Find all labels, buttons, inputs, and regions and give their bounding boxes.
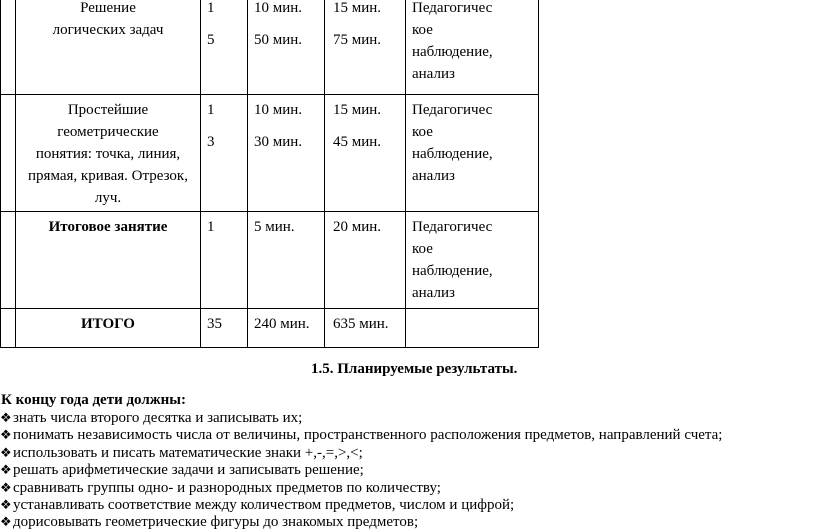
time-value: 45 мин. <box>333 134 382 150</box>
control-line: анализ <box>412 285 455 301</box>
total-time-a: 240 мин. <box>248 309 325 348</box>
control-line: наблюдение, <box>412 146 493 162</box>
hours-cell: 1 <box>201 212 248 309</box>
section-title: 1.5. Планируемые результаты. <box>311 361 518 377</box>
section-intro: К концу года дети должны: <box>1 392 186 408</box>
diamond-bullet-icon: ❖ <box>0 411 12 426</box>
hours-value: 1 <box>207 0 215 16</box>
topic-line: понятия: точка, линия, <box>35 146 181 162</box>
time-b-cell <box>325 95 406 212</box>
diamond-bullet-icon: ❖ <box>0 480 12 496</box>
control-line: анализ <box>412 168 455 184</box>
list-item-text: понимать независимость числа от величины, пространственного расположения предметов, направлений счета; <box>13 427 723 444</box>
control-cell <box>406 212 539 309</box>
time-value: 50 мин. <box>254 32 303 48</box>
list-item-text: дорисовывать геометрические фигуры до знакомых предметов; <box>13 514 419 531</box>
time-a-cell: 5 мин. <box>248 212 325 309</box>
topic-line: логических задач <box>52 22 164 38</box>
table-row <box>1 0 539 95</box>
time-a-cell <box>248 0 325 95</box>
control-line: Педагогичес <box>412 219 493 235</box>
time-value: 10 мин. <box>254 0 303 16</box>
table-row <box>1 95 539 212</box>
control-cell <box>406 0 539 95</box>
time-b-cell: 20 мин. <box>325 212 406 309</box>
table-row <box>1 212 539 309</box>
list-item <box>0 497 722 514</box>
hours-cell <box>201 0 248 95</box>
topic-line: луч. <box>94 190 122 206</box>
list-item-text: использовать и писать математические знаки +,-,=,>,<; <box>13 444 363 461</box>
list-item <box>0 427 722 444</box>
table-row-total <box>1 309 539 348</box>
topic-cell <box>16 0 201 95</box>
topic-line: прямая, кривая. Отрезок, <box>28 168 188 184</box>
diamond-bullet-icon: ❖ <box>0 445 12 461</box>
list-item-text: знать числа второго десятка и записывать их; <box>13 410 303 426</box>
list-item <box>0 410 722 427</box>
control-line: наблюдение, <box>412 263 493 279</box>
list-item <box>0 514 722 531</box>
control-cell <box>406 95 539 212</box>
control-cell <box>406 309 539 348</box>
total-label: ИТОГО <box>16 309 201 348</box>
time-value: 15 мин. <box>333 102 382 118</box>
empty-cell <box>1 0 16 95</box>
topic-line: Решение <box>80 0 136 16</box>
hours-value: 5 <box>207 32 215 48</box>
empty-cell <box>1 309 16 348</box>
topic-cell <box>16 95 201 212</box>
control-line: наблюдение, <box>412 44 493 60</box>
topic-cell: Итоговое занятие <box>16 212 201 309</box>
list-item-text: решать арифметические задачи и записывать решение; <box>13 462 364 479</box>
list-item-text: устанавливать соответствие между количеством предметов, числом и цифрой; <box>13 497 515 514</box>
time-a-cell <box>248 95 325 212</box>
control-line: Педагогичес <box>412 102 493 118</box>
empty-cell <box>1 95 16 212</box>
list-item <box>0 480 722 497</box>
control-line: кое <box>412 22 433 38</box>
total-time-b: 635 мин. <box>325 309 406 348</box>
control-line: анализ <box>412 66 455 82</box>
time-value: 10 мин. <box>254 102 303 118</box>
diamond-bullet-icon: ❖ <box>0 498 12 514</box>
empty-cell <box>1 212 16 309</box>
list-item-text: сравнивать группы одно- и разнородных предметов по количеству; <box>13 479 441 496</box>
list-item <box>0 462 722 479</box>
control-line: Педагогичес <box>412 0 493 16</box>
hours-value: 3 <box>207 134 215 150</box>
plan-table <box>0 0 539 348</box>
control-line: кое <box>412 241 433 257</box>
diamond-bullet-icon: ❖ <box>0 463 12 479</box>
control-line: кое <box>412 124 433 140</box>
topic-line: Простейшие <box>67 102 149 118</box>
total-hours: 35 <box>201 309 248 348</box>
time-value: 15 мин. <box>333 0 382 16</box>
results-list <box>0 410 722 532</box>
diamond-bullet-icon: ❖ <box>0 515 12 531</box>
time-value: 30 мин. <box>254 134 303 150</box>
time-value: 75 мин. <box>333 32 382 48</box>
time-b-cell <box>325 0 406 95</box>
diamond-bullet-icon: ❖ <box>0 428 12 444</box>
list-item <box>0 445 722 462</box>
hours-cell <box>201 95 248 212</box>
topic-line: геометрические <box>57 124 159 140</box>
hours-value: 1 <box>207 102 215 118</box>
